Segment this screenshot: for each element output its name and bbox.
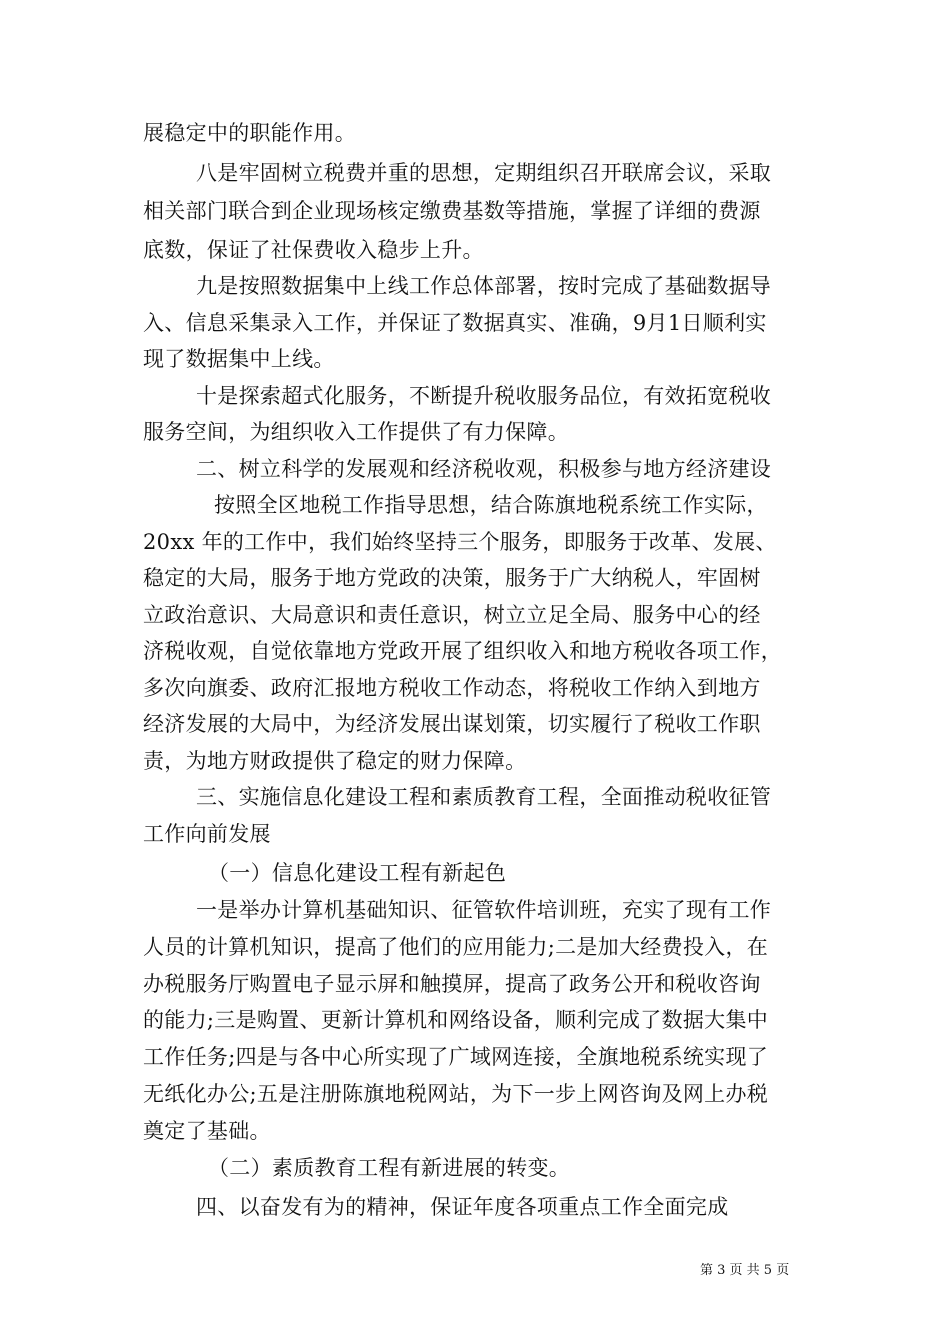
text-line-26: 工作任务;四是与各中心所实现了广域网连接，全旗地税系统实现了 xyxy=(143,1045,769,1069)
section-heading-4: 四、以奋发有为的精神，保证年度各项重点工作全面完成 xyxy=(196,1195,729,1219)
text-line-15: 济税收观，自觉依靠地方党政开展了组织收入和地方税收各项工作， xyxy=(143,639,782,663)
text-line-25: 的能力;三是购置、更新计算机和网络设备，顺利完成了数据大集中 xyxy=(143,1008,769,1032)
subsection-heading-1: （一）信息化建设工程有新起色 xyxy=(208,861,507,885)
text-line-24: 办税服务厅购置电子显示屏和触摸屏，提高了政务公开和税收咨询 xyxy=(143,972,761,996)
text-line-2: 八是牢固树立税费并重的思想，定期组织召开联席会议，采取 xyxy=(196,161,772,185)
text-line-1: 展稳定中的职能作用。 xyxy=(143,121,356,145)
text-line-11: 按照全区地税工作指导思想，结合陈旗地税系统工作实际， xyxy=(214,493,768,517)
section-heading-3-cont: 工作向前发展 xyxy=(143,822,271,846)
text-line-7: 现了数据集中上线。 xyxy=(143,347,335,371)
section-heading-3: 三、实施信息化建设工程和素质教育工程，全面推动税收征管 xyxy=(196,785,772,809)
subsection-heading-2: （二）素质教育工程有新进展的转变。 xyxy=(208,1156,571,1180)
text-line-9: 服务空间，为组织收入工作提供了有力保障。 xyxy=(143,420,569,444)
section-heading-2: 二、树立科学的发展观和经济税收观，积极参与地方经济建设 xyxy=(196,457,772,481)
text-line-6: 入、信息采集录入工作，并保证了数据真实、准确，9月1日顺利实 xyxy=(143,311,767,335)
text-line-27: 无纸化办公;五是注册陈旗地税网站，为下一步上网咨询及网上办税 xyxy=(143,1082,769,1106)
text-line-13: 稳定的大局，服务于地方党政的决策，服务于广大纳税人，牢固树 xyxy=(143,566,761,590)
text-line-8: 十是探索超式化服务，不断提升税收服务品位，有效拓宽税收 xyxy=(196,384,772,408)
page-number-footer: 第 3 页 共 5 页 xyxy=(700,1263,790,1278)
text-line-3: 相关部门联合到企业现场核定缴费基数等措施，掌握了详细的费源 xyxy=(143,199,761,223)
text-line-28: 奠定了基础。 xyxy=(143,1119,271,1143)
text-line-16: 多次向旗委、政府汇报地方税收工作动态，将税收工作纳入到地方 xyxy=(143,676,761,700)
text-line-14: 立政治意识、大局意识和责任意识，树立立足全局、服务中心的经 xyxy=(143,603,761,627)
text-line-18: 责，为地方财政提供了稳定的财力保障。 xyxy=(143,749,527,773)
text-line-23: 人员的计算机知识，提高了他们的应用能力;二是加大经费投入，在 xyxy=(143,935,769,959)
text-line-4: 底数，保证了社保费收入稳步上升。 xyxy=(143,238,484,262)
text-line-12: 20xx 年的工作中，我们始终坚持三个服务，即服务于改革、发展、 xyxy=(143,530,777,554)
text-line-5: 九是按照数据集中上线工作总体部署，按时完成了基础数据导 xyxy=(196,274,772,298)
text-line-17: 经济发展的大局中，为经济发展出谋划策，切实履行了税收工作职 xyxy=(143,712,761,736)
text-line-22: 一是举办计算机基础知识、征管软件培训班，充实了现有工作 xyxy=(196,898,772,922)
